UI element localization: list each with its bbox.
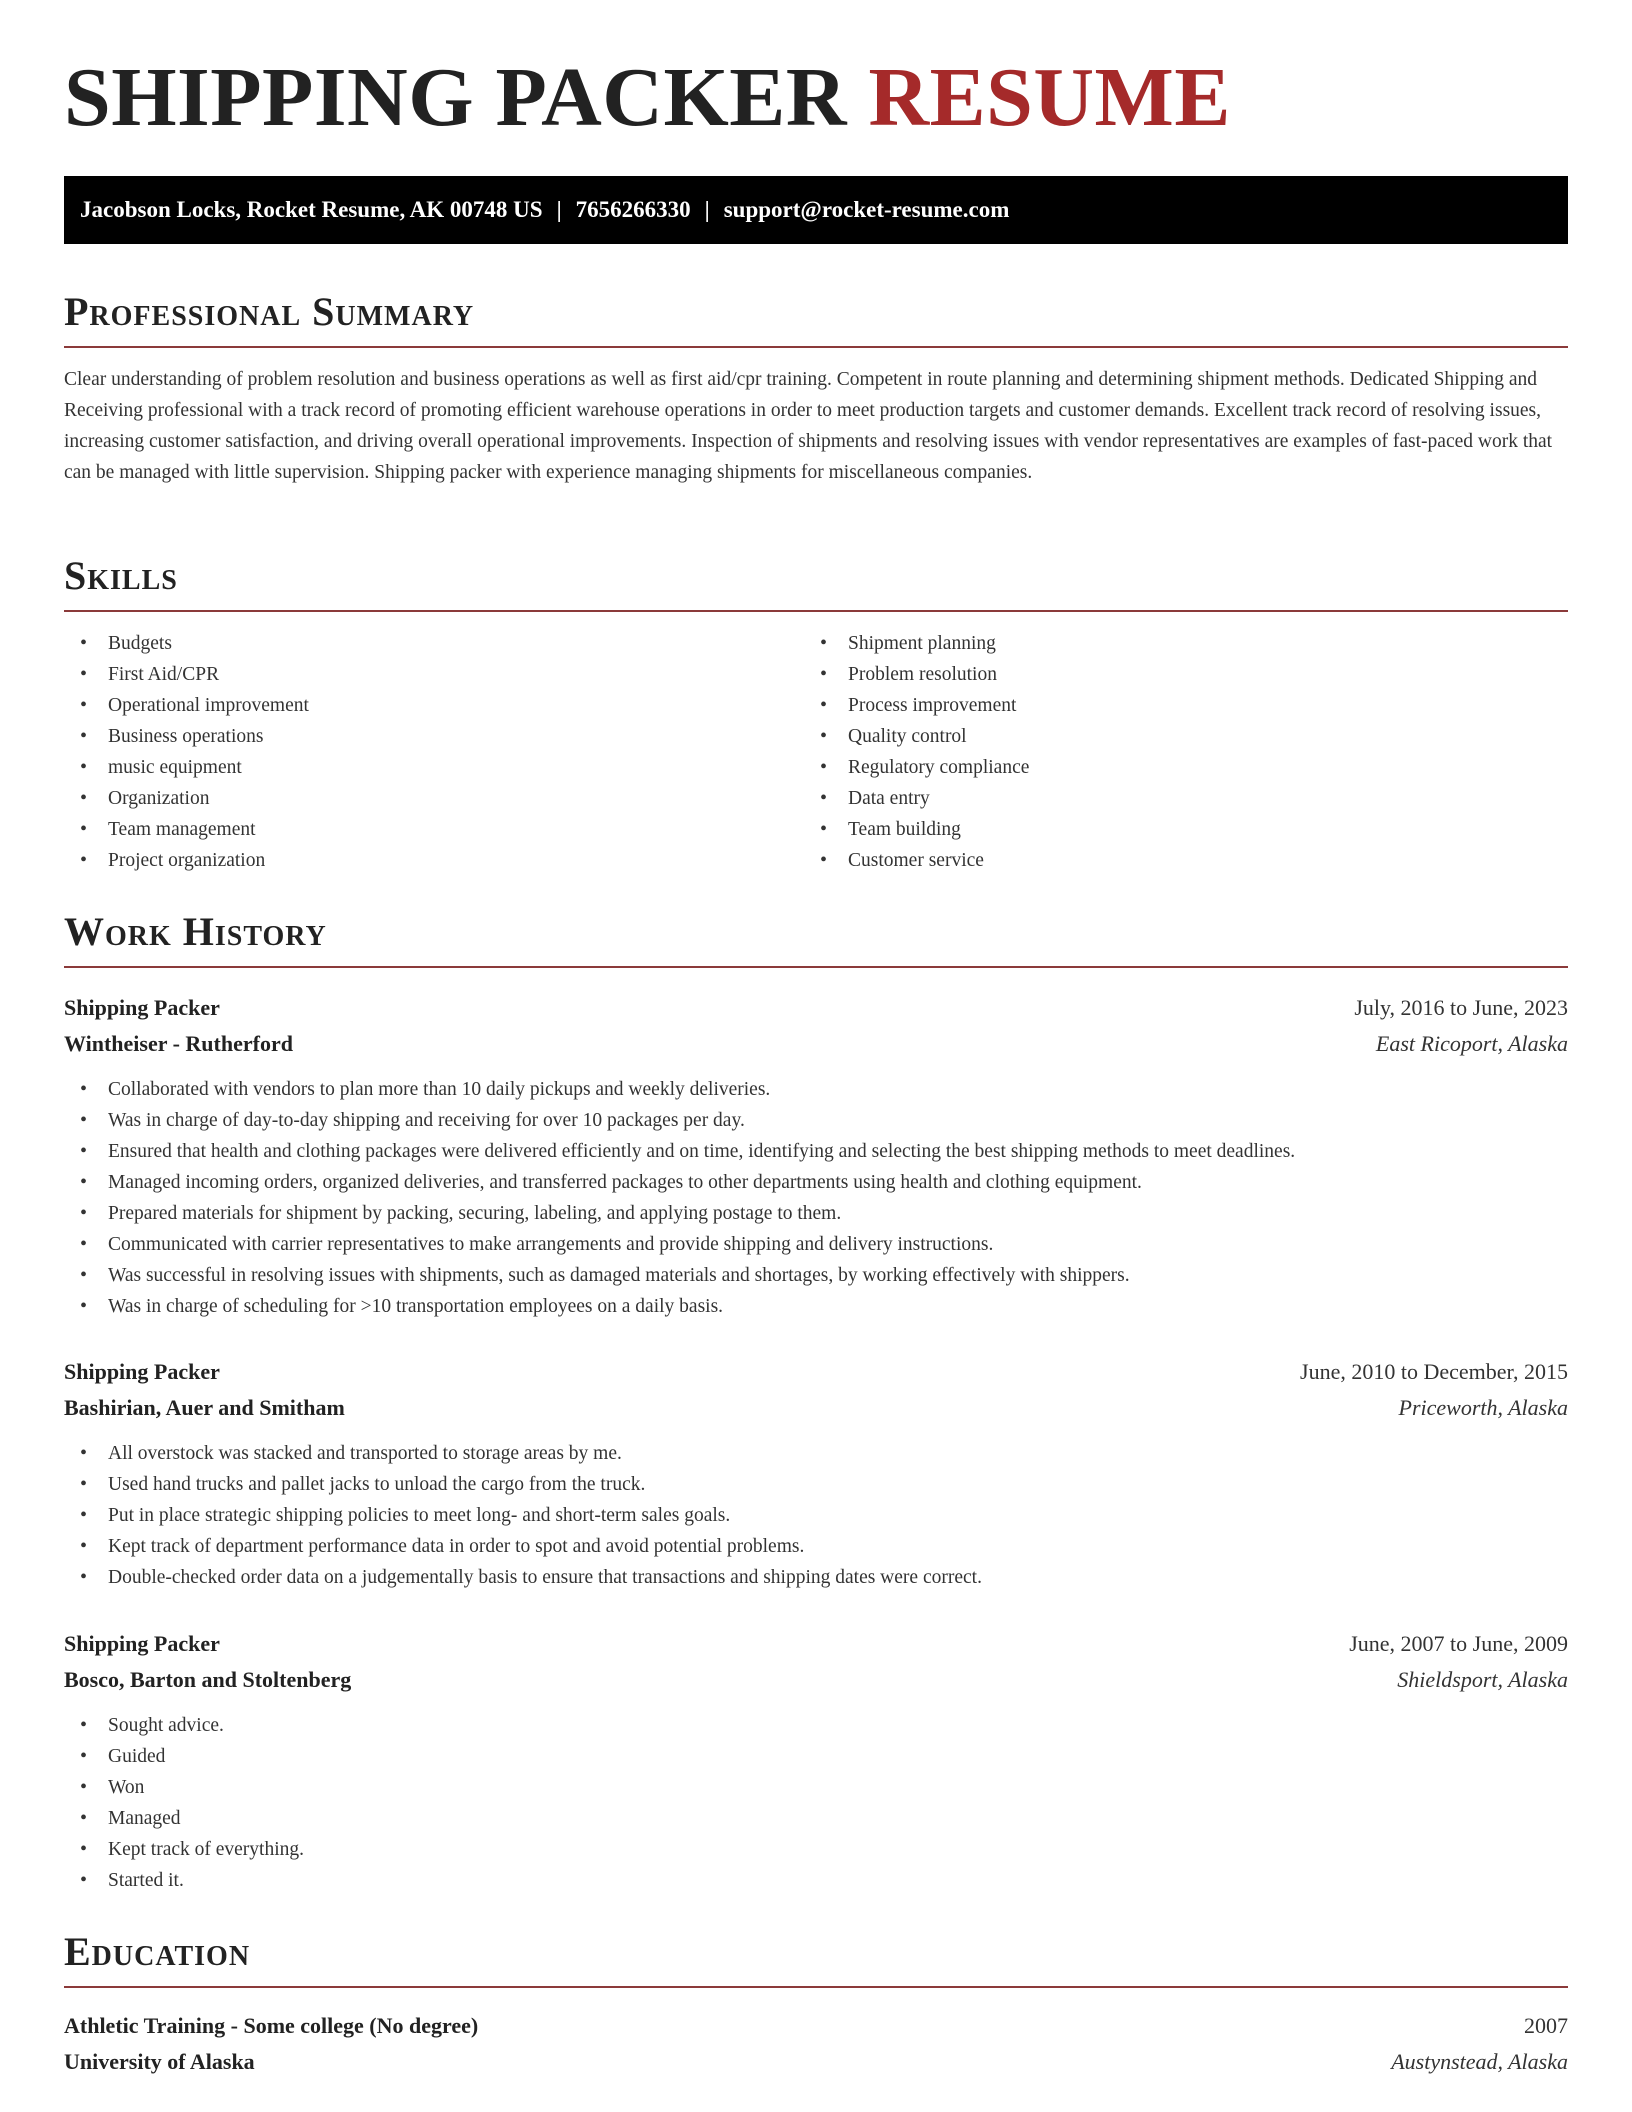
skill-item: • Project organization [64, 845, 804, 876]
job-bullet: • Started it. [64, 1865, 1568, 1896]
job-title: Shipping Packer [64, 995, 220, 1020]
job-bullets [64, 1710, 1568, 1896]
education-heading: Education [64, 1929, 251, 1974]
skills-list-left [64, 628, 804, 876]
contact-address: Jacobson Locks, Rocket Resume, AK 00748 US [80, 197, 543, 222]
job-bullet: • Kept track of department performance data in order to spot and avoid potential problems. [64, 1531, 1568, 1562]
skill-item: • First Aid/CPR [64, 659, 804, 690]
job-bullet: • Guided [64, 1741, 1568, 1772]
section-divider [64, 966, 1568, 968]
skill-item: • Business operations [64, 721, 804, 752]
section-divider [64, 610, 1568, 612]
job-bullet: • Sought advice. [64, 1710, 1568, 1741]
job-location: Shieldsport, Alaska [1397, 1667, 1568, 1692]
skill-item: • Team management [64, 814, 804, 845]
education-entry [64, 2008, 1568, 2080]
skills-section [64, 553, 1568, 876]
contact-email[interactable]: support@rocket-resume.com [723, 197, 1010, 222]
job-bullet: • Used hand trucks and pallet jacks to unload the cargo from the truck. [64, 1469, 1568, 1500]
skills-heading: Skills [64, 553, 178, 598]
job-bullets [64, 1074, 1568, 1322]
skill-item: • Data entry [804, 783, 1544, 814]
job-title: Shipping Packer [64, 1631, 220, 1656]
job-company: Bashirian, Auer and Smitham [64, 1395, 345, 1420]
job-dates: June, 2010 to December, 2015 [1300, 1359, 1568, 1384]
education-location: Austynstead, Alaska [1391, 2049, 1568, 2074]
skill-item: • Shipment planning [804, 628, 1544, 659]
education-degree: Athletic Training - Some college (No degree) [64, 2013, 479, 2038]
job-entry [64, 990, 1568, 1322]
job-title: Shipping Packer [64, 1359, 220, 1384]
job-bullet: • Managed incoming orders, organized deliveries, and transferred packages to other departments using health and clothing equipment. [64, 1167, 1568, 1198]
job-bullet: • Prepared materials for shipment by packing, securing, labeling, and applying postage to them. [64, 1198, 1568, 1229]
summary-section [64, 289, 1568, 488]
skill-item: • Operational improvement [64, 690, 804, 721]
job-dates: June, 2007 to June, 2009 [1349, 1631, 1568, 1656]
skill-item: • Process improvement [804, 690, 1544, 721]
skill-item: • Problem resolution [804, 659, 1544, 690]
job-bullet: • Was successful in resolving issues with shipments, such as damaged materials and shortages, by working effectively with shippers. [64, 1260, 1568, 1291]
summary-heading: Professional Summary [64, 289, 475, 334]
job-location: East Ricoport, Alaska [1375, 1031, 1568, 1056]
job-bullet: • Communicated with carrier representatives to make arrangements and provide shipping and delivery instructions. [64, 1229, 1568, 1260]
skills-list-right [804, 628, 1544, 876]
section-divider [64, 1986, 1568, 1988]
job-bullet: • Was in charge of day-to-day shipping and receiving for over 10 packages per day. [64, 1105, 1568, 1136]
job-bullet: • All overstock was stacked and transported to storage areas by me. [64, 1438, 1568, 1469]
summary-text: Clear understanding of problem resolution and business operations as well as first aid/cpr training. Competent in route planning and determining shipment methods. Dedicated Shipping and Receiving professional with a track record of promoting efficient warehouse operations in order to meet production targets and customer demands. Excellent track record of resolving issues, increasing customer satisfaction, and driving overall operational improvements. Inspection of shipments and resolving issues with vendor representatives are examples of fast-paced work that can be managed with little supervision. Shipping packer with experience managing shipments for miscellaneous companies. [64, 369, 1553, 483]
section-divider [64, 346, 1568, 348]
skill-item: • Budgets [64, 628, 804, 659]
contact-separator: | [556, 197, 562, 222]
job-dates: July, 2016 to June, 2023 [1354, 995, 1568, 1020]
job-company: Wintheiser - Rutherford [64, 1031, 293, 1056]
skill-item: • Regulatory compliance [804, 752, 1544, 783]
skill-item: • Organization [64, 783, 804, 814]
job-entry [64, 1354, 1568, 1593]
education-year: 2007 [1524, 2013, 1568, 2038]
title-accent: RESUME [868, 51, 1231, 144]
skill-item: • Team building [804, 814, 1544, 845]
contact-bar [64, 176, 1568, 244]
job-bullet: • Was in charge of scheduling for >10 transportation employees on a daily basis. [64, 1291, 1568, 1322]
education-school: University of Alaska [64, 2049, 255, 2074]
job-company: Bosco, Barton and Stoltenberg [64, 1667, 352, 1692]
skills-grid [64, 628, 1568, 876]
job-bullets [64, 1438, 1568, 1593]
contact-phone[interactable]: 7656266330 [575, 197, 691, 222]
title-main: SHIPPING PACKER [64, 51, 847, 144]
skill-item: • Customer service [804, 845, 1544, 876]
contact-separator: | [704, 197, 710, 222]
skill-item: • Quality control [804, 721, 1544, 752]
job-bullet: • Ensured that health and clothing packages were delivered efficiently and on time, identifying and selecting the best shipping methods to meet deadlines. [64, 1136, 1568, 1167]
job-bullet: • Put in place strategic shipping policies to meet long- and short-term sales goals. [64, 1500, 1568, 1531]
job-bullet: • Kept track of everything. [64, 1834, 1568, 1865]
job-location: Priceworth, Alaska [1398, 1395, 1568, 1420]
job-bullet: • Double-checked order data on a judgementally basis to ensure that transactions and shipping dates were correct. [64, 1562, 1568, 1593]
work-history-heading: Work History [64, 909, 327, 954]
job-bullet: • Won [64, 1772, 1568, 1803]
work-history-section [64, 909, 1568, 968]
skill-item: • music equipment [64, 752, 804, 783]
education-section [64, 1929, 1568, 1988]
job-bullet: • Managed [64, 1803, 1568, 1834]
resume-title [64, 51, 1231, 144]
job-bullet: • Collaborated with vendors to plan more than 10 daily pickups and weekly deliveries. [64, 1074, 1568, 1105]
job-entry [64, 1626, 1568, 1896]
